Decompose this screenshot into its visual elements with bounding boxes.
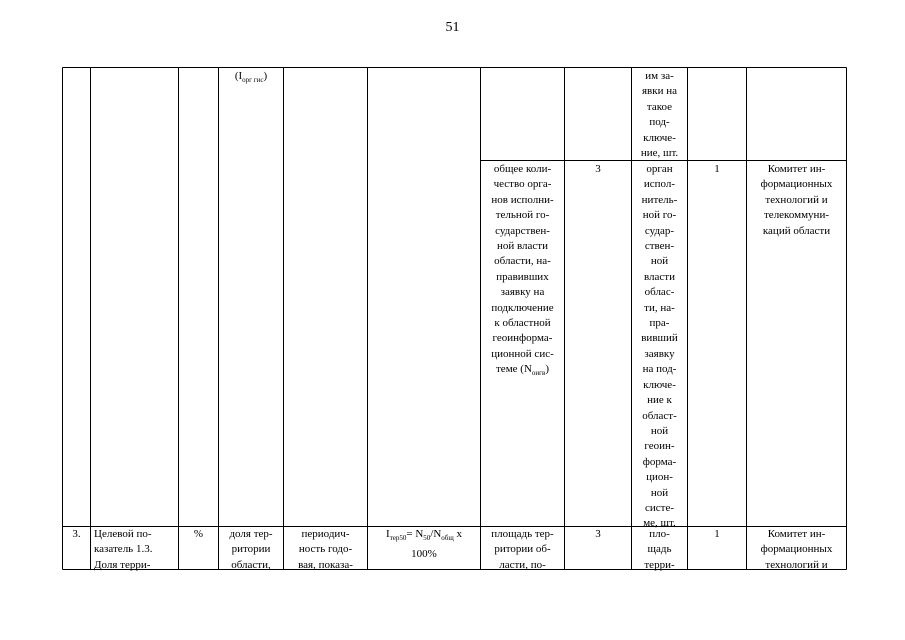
row3-formula: $I_{тер50}= N_{50}/N_{общ}$ x 100% [386, 528, 462, 560]
continuation-unit-tail: им за- явки на такое под- ключе- ние, шт. [640, 70, 679, 160]
subrow-basic-indicator: общее коли- чество орга- нов исполни- тельной го- сударствен- ной власти области, на- правивших заявку на подключение к областной геоинформа- ционной сис- теме $(N_{оигв})$ [491, 163, 554, 378]
row3-responsible: Комитет ин- формационных технологий и [760, 528, 833, 571]
row3-number: 1 [714, 528, 720, 540]
row3-unit-measure: пло- щадь терри- [644, 528, 675, 571]
subrow-number: 1 [714, 163, 720, 175]
row3-index: 3. [72, 528, 81, 540]
row3-definition: доля тер- ритории области, [229, 528, 273, 571]
continuation-formula-fragment: $(I_{орг гис})$ [234, 70, 268, 85]
row3-name: Целевой по- казатель 1.3. Доля терри- [94, 528, 153, 571]
row3-code: 3 [595, 528, 601, 540]
row3-basic-indicator: площадь тер- ритории об- ласти, по- [491, 528, 554, 571]
page-number: 51 [445, 20, 460, 35]
row3-unit: % [193, 528, 204, 540]
row3-periodicity: периодич- ность годо- вая, показа- [298, 528, 353, 571]
subrow-code: 3 [595, 163, 601, 175]
subrow-unit: орган испол- нитель- ной го- судар- ствен- ной власти облас- ти, на- пра- вивший заявку на под- ключе- ние к област- ной геоин- форма- цион- ной систе- ме, шт. [641, 163, 678, 530]
subrow-responsible: Комитет ин- формационных технологий и телекоммуни- каций области [760, 163, 833, 237]
